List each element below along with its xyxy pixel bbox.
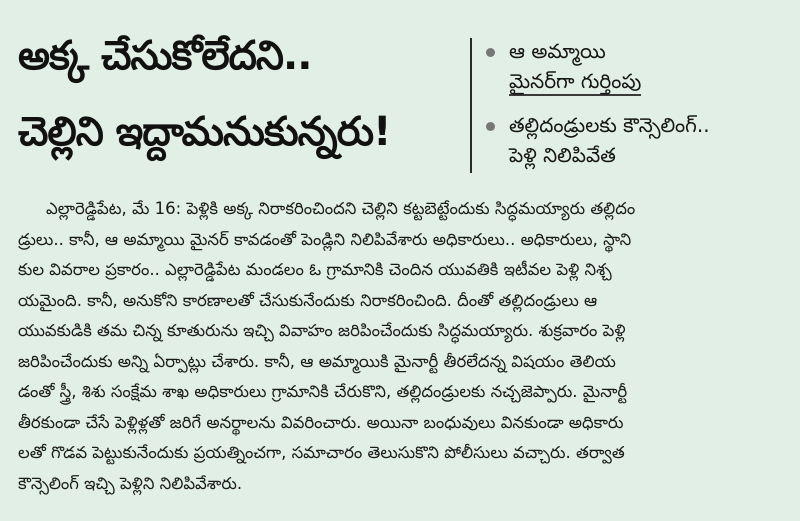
headline <box>18 33 458 155</box>
highlight-1-line-1: ఆ అమ్మాయి <box>509 39 606 63</box>
highlight-item-2-text <box>509 110 710 170</box>
article-line: డంతో స్త్రీ, శిశు సంక్షేమ శాఖ అధికారులు గ్రామానికి చేరుకొని, తల్లిదండ్రులకు నచ్చజెప్పారు. మైనార్టీ <box>18 382 628 401</box>
article-body <box>18 194 788 499</box>
article-line: కౌన్సెలింగ్ ఇచ్చి పెళ్లిని నిలిపివేశారు. <box>18 473 243 493</box>
article-line: తీరకుండా చేసే పెళ్లిళ్లతో జరిగే అనర్థాలను వివరించారు. అయినా బంధువులు వినకుండా అధికారు <box>18 412 624 432</box>
article-line: యువకుడికి తమ చిన్న కూతురును ఇచ్చి వివాహం జరిపించేందుకు సిద్ధమయ్యారు. శుక్రవారం పెళ్లి <box>18 321 626 340</box>
highlight-item-1 <box>486 36 786 96</box>
highlight-item-2 <box>486 110 786 170</box>
article-line: కుల వివరాల ప్రకారం.. ఎల్లారెడ్డిపేట మండలం ఓ గ్రామానికి చెందిన యువతికి ఇటీవల పెళ్లి నిశ్చ <box>18 260 612 279</box>
bullet-dot-icon <box>486 122 495 131</box>
article-line: యమైంది. కానీ, అనుకోని కారణాలతో చేసుకునేందుకు నిరాకరించింది. దీంతో తల్లిదండ్రులు ఆ <box>18 290 598 310</box>
article-line: ఎల్లారెడ్డిపేట, మే 16: పెళ్లికి అక్క నిరాకరించిందని చెల్లిని కట్టబెట్టేందుకు సిద్ధమయ్యారు తల్లిదం <box>46 199 636 218</box>
bullet-dot-icon <box>486 48 495 57</box>
highlight-item-1-text <box>509 36 641 96</box>
highlight-1-line-2: మైనర్‌గా గుర్తింపు <box>509 69 641 96</box>
article-line: జరిపించేందుకు అన్ని ఏర్పాట్లు చేశారు. కానీ, ఆ అమ్మాయికి మైనార్టీ తీరలేదన్న విషయం తెలియ <box>18 351 616 371</box>
article-line: డ్రులు.. కానీ, ఆ అమ్మాయి మైనర్ కావడంతో పెండ్లిని నిలిపివేశారు అధికారులు.. అధికారులు, స్థాని <box>18 229 632 249</box>
highlight-2-line-1: తల్లిదండ్రులకు కౌన్సెలింగ్.. <box>509 113 710 137</box>
headline-line-2: చెల్లిని ఇద్దామనుకున్నరు! <box>18 109 391 155</box>
vertical-divider <box>470 38 472 173</box>
article-line: లతో గొడవ పెట్టుకునేందుకు ప్రయత్నించగా, సమాచారం తెలుసుకొని పోలీసులు వచ్చారు. తర్వాత <box>18 443 625 462</box>
highlights-list <box>486 36 786 184</box>
highlight-2-line-2: పెళ్లి నిలిపివేత <box>509 143 616 167</box>
headline-line-1: అక్క చేసుకోలేదని.. <box>18 33 312 79</box>
